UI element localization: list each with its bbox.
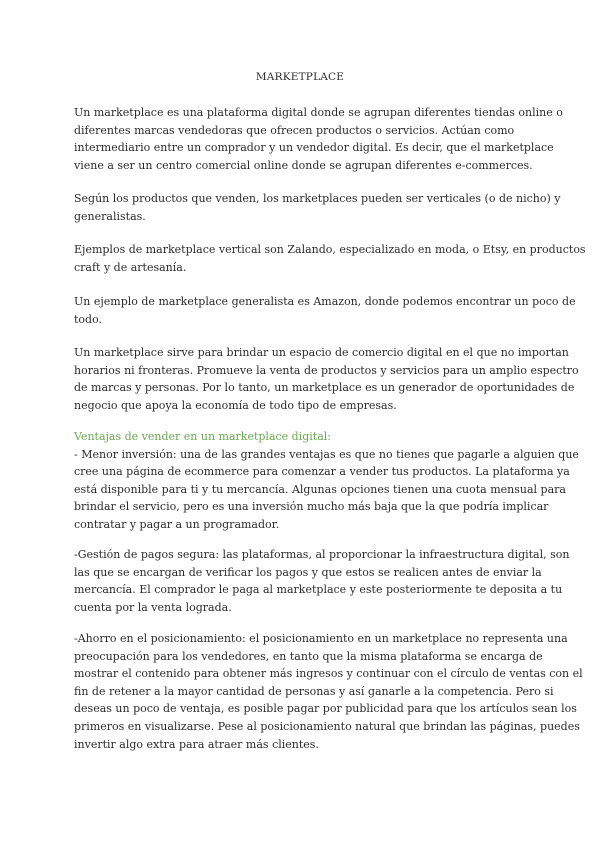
paragraph-secure-payments — [74, 546, 570, 616]
text-line: negocio que apoya la economía de todo tipo de empresas. — [74, 398, 397, 412]
paragraph-vertical-examples — [74, 241, 586, 276]
text-line: invertir algo extra para atraer más clientes. — [74, 737, 319, 751]
text-line: Según los productos que venden, los marketplaces pueden ser verticales (o de nicho) y — [74, 192, 561, 205]
paragraph-positioning-savings — [74, 630, 583, 753]
text-line: mercancía. El comprador le paga al marketplace y este posteriormente te deposita a tu — [74, 583, 563, 597]
text-line: intermediario entre un comprador y un vendedor digital. Es decir, que el marketplace — [74, 141, 554, 155]
document-title: MARKETPLACE — [255, 71, 345, 83]
paragraph-types — [74, 190, 561, 225]
text-line: preocupación para los vendedores, en tanto que la misma plataforma se encarga de — [74, 649, 543, 663]
text-line: cree una página de ecommerce para comenzar a vender tus productos. La plataforma ya — [74, 465, 570, 479]
text-line: fin de retener a la mayor cantidad de personas y así ganarle a la competencia. Pero si — [74, 684, 554, 698]
text-line: diferentes marcas vendedoras que ofrecen productos o servicios. Actúan como — [74, 123, 515, 137]
text-line: brindar el servicio, pero es una inversión mucho más baja que la que podría implicar — [74, 500, 549, 514]
paragraph-purpose — [74, 344, 579, 414]
text-line: -Ahorro en el posicionamiento: el posicionamiento en un marketplace no representa una — [74, 632, 568, 645]
text-line: de marcas y personas. Por lo tanto, un marketplace es un generador de oportunidades de — [74, 381, 575, 395]
text-line: -Gestión de pagos segura: las plataformas, al proporcionar la infraestructura digital, son — [74, 548, 570, 561]
text-line: todo. — [74, 312, 103, 326]
text-line: Un marketplace es una plataforma digital donde se agrupan diferentes tiendas online o — [74, 106, 563, 119]
text-line: contratar y pagar a un programador. — [74, 517, 280, 531]
text-line: primeros en visualizarse. Pese al posicionamiento natural que brindan las páginas, puedes — [74, 719, 580, 733]
text-line: - Menor inversión: una de las grandes ventajas es que no tienes que pagarle a alguien que — [74, 447, 579, 461]
paragraph-definition — [74, 104, 563, 174]
text-line: craft y de artesanía. — [74, 260, 187, 274]
text-line: viene a ser un centro comercial online donde se agrupan diferentes e-commerces. — [74, 158, 533, 172]
text-line: deseas un poco de ventaja, es posible pagar por publicidad para que los artículos sean los — [74, 702, 577, 716]
paragraph-generalist-example — [74, 293, 576, 328]
text-line: Un marketplace sirve para brindar un espacio de comercio digital en el que no importan — [74, 346, 569, 359]
text-line: las que se encargan de verificar los pagos y que estos se realicen antes de enviar la — [74, 565, 542, 579]
section-heading-advantages: Ventajas de vender en un marketplace digital: — [74, 430, 331, 443]
text-line: cuenta por la venta lograda. — [74, 600, 232, 614]
paragraph-lower-investment — [74, 428, 579, 534]
text-line: está disponible para ti y tu mercancía. Algunas opciones tienen una cuota mensual para — [74, 482, 566, 496]
text-line: generalistas. — [74, 209, 146, 223]
text-line: horarios ni fronteras. Promueve la venta de productos y servicios para un amplio espectro — [74, 363, 579, 377]
text-line: Un ejemplo de marketplace generalista es Amazon, donde podemos encontrar un poco de — [74, 295, 576, 308]
text-line: mostrar el contenido para obtener más ingresos y continuar con el círculo de ventas con el — [74, 667, 583, 681]
text-line: Ejemplos de marketplace vertical son Zalando, especializado en moda, o Etsy, en productos — [74, 243, 586, 256]
